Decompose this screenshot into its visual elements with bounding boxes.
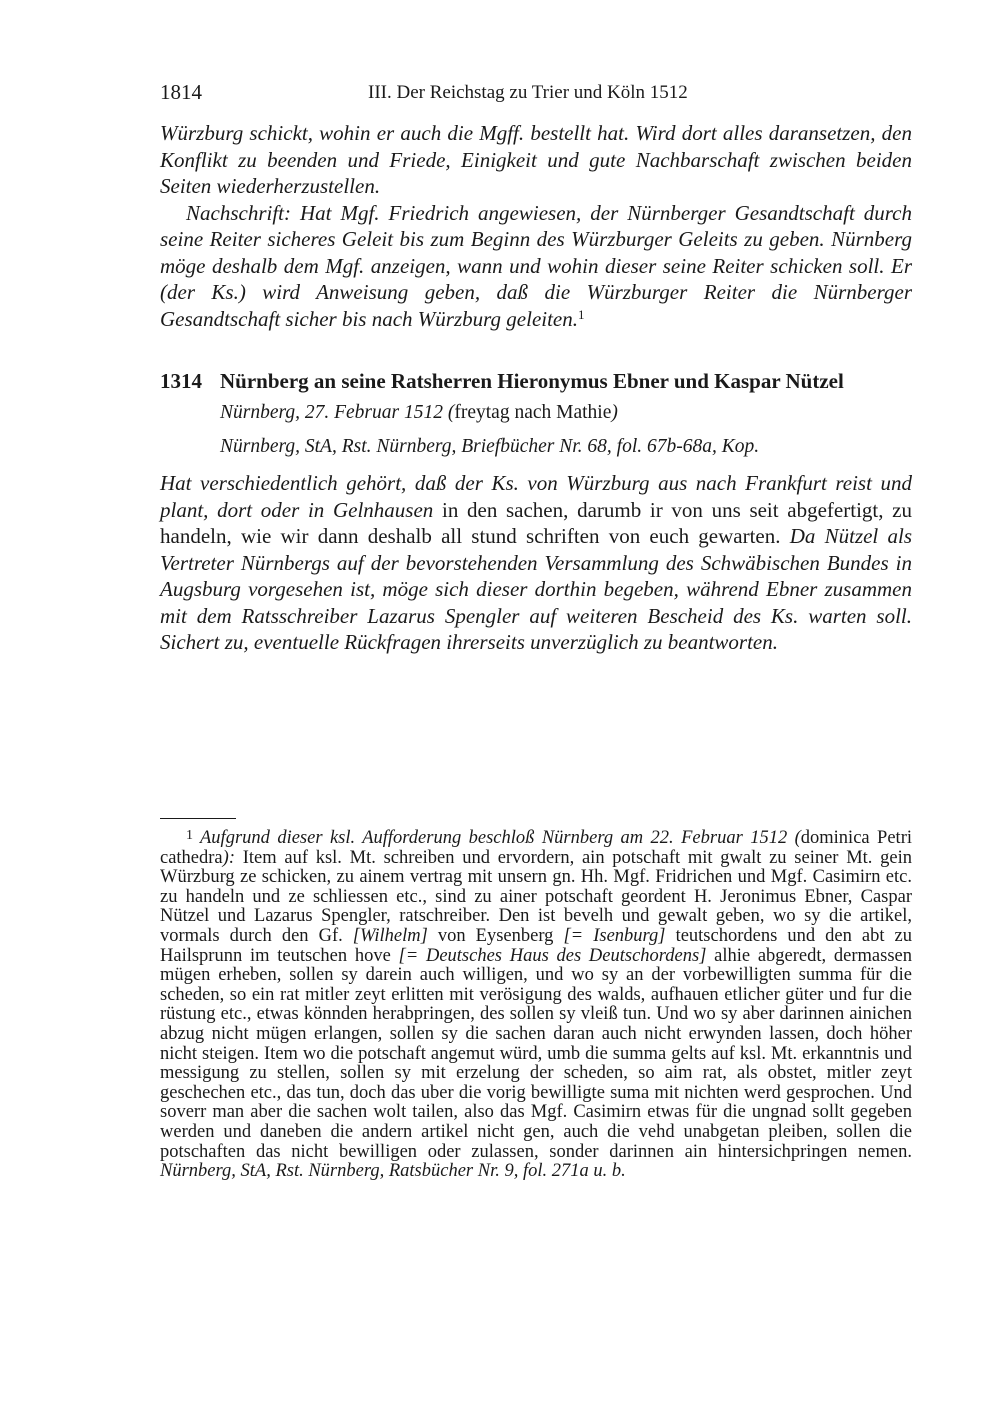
document-title: Nürnberg an seine Ratsherren Hieronymus Ebner und Kaspar Nützel <box>220 369 844 393</box>
fn-italic-6: Nürnberg, StA, Rst. Nürnberg, Ratsbücher Nr. 9, fol. 271a u. b. <box>160 1161 626 1182</box>
fn-italic-1: Aufgrund dieser ksl. Aufforderung beschloß Nürnberg am 22. Februar 1512 ( <box>200 828 801 848</box>
date-prefix: Nürnberg, 27. Februar 1512 ( <box>220 402 455 423</box>
page-number: 1814 <box>160 80 202 104</box>
fn-italic-5: [= Deutsches Haus des Deutschordens] <box>398 945 707 966</box>
fn-roman-1: dominica Petri cathedra <box>160 828 912 868</box>
summary-text-1: Hat verschiedentlich gehört, daß der Ks. von Würzburg aus nach Frankfurt reist und plant, dort oder in Gelnhausen <box>160 471 912 522</box>
fn-italic-4: [= Isenburg] <box>563 925 666 946</box>
continuation-paragraph: Würzburg schickt, wohin er auch die Mgff. bestellt hat. Wird dort alles daransetzen, den Konflikt zu beenden und Friede, Einigkeit und gute Nachbarschaft zwischen beiden Seiten wiederherzustellen. <box>160 121 912 198</box>
document-date <box>220 396 912 430</box>
archive-reference: Nürnberg, StA, Rst. Nürnberg, Briefbücher Nr. 68, fol. 67b-68a, Kop. <box>220 436 760 457</box>
document-heading <box>160 366 912 396</box>
footnote-reference[interactable]: 1 <box>578 306 585 322</box>
source-quote-1: in den sachen, darumb ir von uns seit abgefertigt, zu handeln, wie wir dann deshalb all stund schriften von euch gewarten. <box>160 497 912 548</box>
postscript-text: Nachschrift: Hat Mgf. Friedrich angewiesen, der Nürnberger Gesandtschaft durch seine Reiter sicheres Geleit bis zum Beginn des Würzburger Geleits zu geben. Nürnberg möge deshalb dem Mgf. anzeigen, wann und wohin dieser seine Reiter schicken soll. Er (der Ks.) wird Anweisung geben, daß die Würzburger Reiter die Nürnberger Gesandtschaft sicher bis nach Würzburg geleiten. <box>160 200 912 331</box>
date-suffix: ) <box>611 402 618 423</box>
footnote-mark: 1 <box>186 828 193 843</box>
running-title: III. Der Reichstag zu Trier und Köln 1512 <box>368 82 688 103</box>
summary-text-2: Da Nützel als Vertreter Nürnbergs auf der bevorstehenden Versammlung des Schwäbischen Bundes in Augsburg vorgesehen ist, möge sich dieser dorthin begeben, während Ebner zusammen mit dem Ratsschreiber Lazarus Spengler auf weiteren Bescheid des Ks. warten soll. Sichert zu, eventuelle Rückfragen ihrerseits unverzüglich zu beantworten. <box>160 524 912 654</box>
fn-roman-3: von Eysenberg <box>427 925 564 946</box>
main-body <box>160 120 912 656</box>
fn-italic-3: [Wilhelm] <box>352 925 428 946</box>
document-number: 1314 <box>160 369 202 393</box>
fn-roman-4: teutschordens und den abt zu Hailsprunn im teutschen hove <box>160 925 913 966</box>
fn-roman-2: Item auf ksl. Mt. schreiben und ervordern, ain potschaft mit gwalt zu seiner Mt. gein Würzburg ze schicken, zu ainem vertrag mit unsern gn. Hh. Mgf. Fridrichen und Mgf. Casimirn etc. zu handeln und ze schliessen etc., sind zu ainer potschaft geordent H. Jeronimus Ebner, Caspar Nützel und Lazarus Spengler, ratschreiber. Den ist bevelh und gewalt geben, wo sy die artikel, vormals durch den Gf. <box>160 847 912 946</box>
footnote-divider <box>160 818 236 819</box>
document-summary <box>160 470 912 656</box>
postscript-paragraph <box>160 200 912 333</box>
fn-italic-2: ): <box>222 847 235 868</box>
footnote <box>160 826 912 1182</box>
page-header <box>160 80 912 110</box>
date-source-text: freytag nach Mathie <box>454 402 612 423</box>
fn-roman-5: alhie abgeredt, dermassen mügen erheben, sollen sy darein auch willigen, und wo sy an der vorbewilligten summa für die scheden, so ein rat mitler zeyt erlitten mit verösigung des walds, aufhauen etlicher güter und fur die rüstung etc., etwas könnden herabpringen, des sollen sy vleiß tun. Und wo sy aber darinnen ainichen abzug nicht mügen erlangen, sollen sy die sachen daran auch nicht erwynden lassen, doch höher nicht steigen. Item wo die potschaft angemut würd, umb die summa gelts auf ksl. Mt. erkanntnis und messigung zu stellen, sollen sy mit erzelung der scheden, so aim rat, als obstet, mitler zeyt geschechen etc., das tun, doch das uber die vorig bewilligte suma mit nichten werd gesprochen. Und soverr man aber die sachen wolt tailen, also das Mgf. Casimirn etwas für die ungnad sollt gegeben werden und daneben die andern artikel nicht gen, auch die vehd unabgetan pleiben, sollen die potschaften das nicht bewilligen oder zulassen, sonder darinnen ain hintersichpringen nemen. <box>160 945 912 1162</box>
